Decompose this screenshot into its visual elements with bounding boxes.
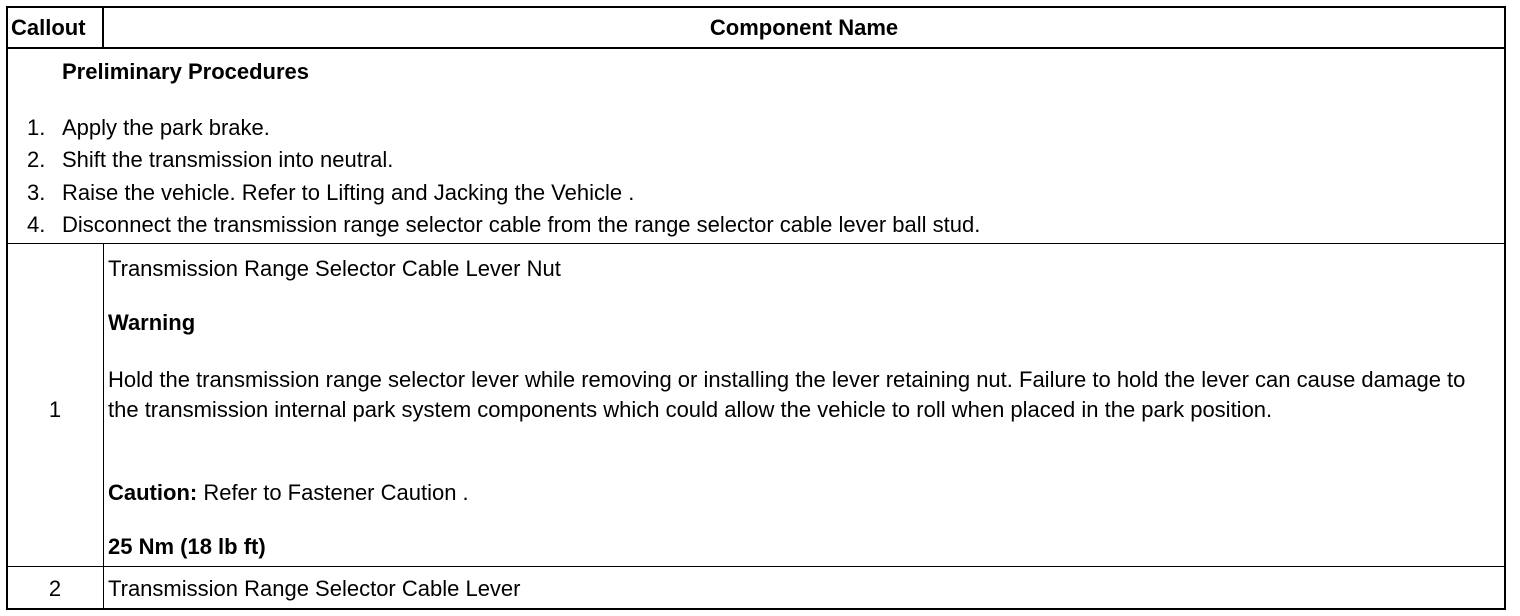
caution-note xyxy=(108,479,469,507)
warning-heading: Warning xyxy=(108,310,196,335)
body-column-divider xyxy=(103,244,104,610)
header-callout: Callout xyxy=(11,15,86,40)
caution-label: Caution: xyxy=(108,480,198,505)
torque-spec: 25 Nm (18 lb ft) xyxy=(108,534,266,559)
step-number: 4. xyxy=(27,212,46,237)
step-text: Apply the park brake. xyxy=(62,115,270,140)
step-text: Shift the transmission into neutral. xyxy=(62,147,394,172)
step-text: Raise the vehicle. Refer to Lifting and Jacking the Vehicle . xyxy=(62,180,635,205)
step-number: 2. xyxy=(27,147,46,172)
caution-text: Refer to Fastener Caution . xyxy=(197,480,469,505)
callout-number: 2 xyxy=(48,576,62,601)
step-text: Disconnect the transmission range selector cable from the range selector cable lever ball stud. xyxy=(62,212,981,237)
callout-number: 1 xyxy=(48,397,62,422)
header-divider xyxy=(8,47,1504,49)
preliminary-divider xyxy=(8,243,1504,244)
component-name: Transmission Range Selector Cable Lever Nut xyxy=(108,256,561,281)
header-component-name: Component Name xyxy=(709,15,899,40)
row-divider xyxy=(8,566,1504,567)
step-number: 3. xyxy=(27,180,46,205)
step-number: 1. xyxy=(27,115,46,140)
procedure-table xyxy=(6,6,1506,610)
component-name: Transmission Range Selector Cable Lever xyxy=(108,576,521,601)
preliminary-title: Preliminary Procedures xyxy=(62,59,310,84)
warning-text: Hold the transmission range selector lever while removing or installing the lever retaining nut. Failure to hold the lever can cause damage to the transmission internal park system components which could allow the vehicle to roll when placed in the park position. xyxy=(108,367,1466,422)
